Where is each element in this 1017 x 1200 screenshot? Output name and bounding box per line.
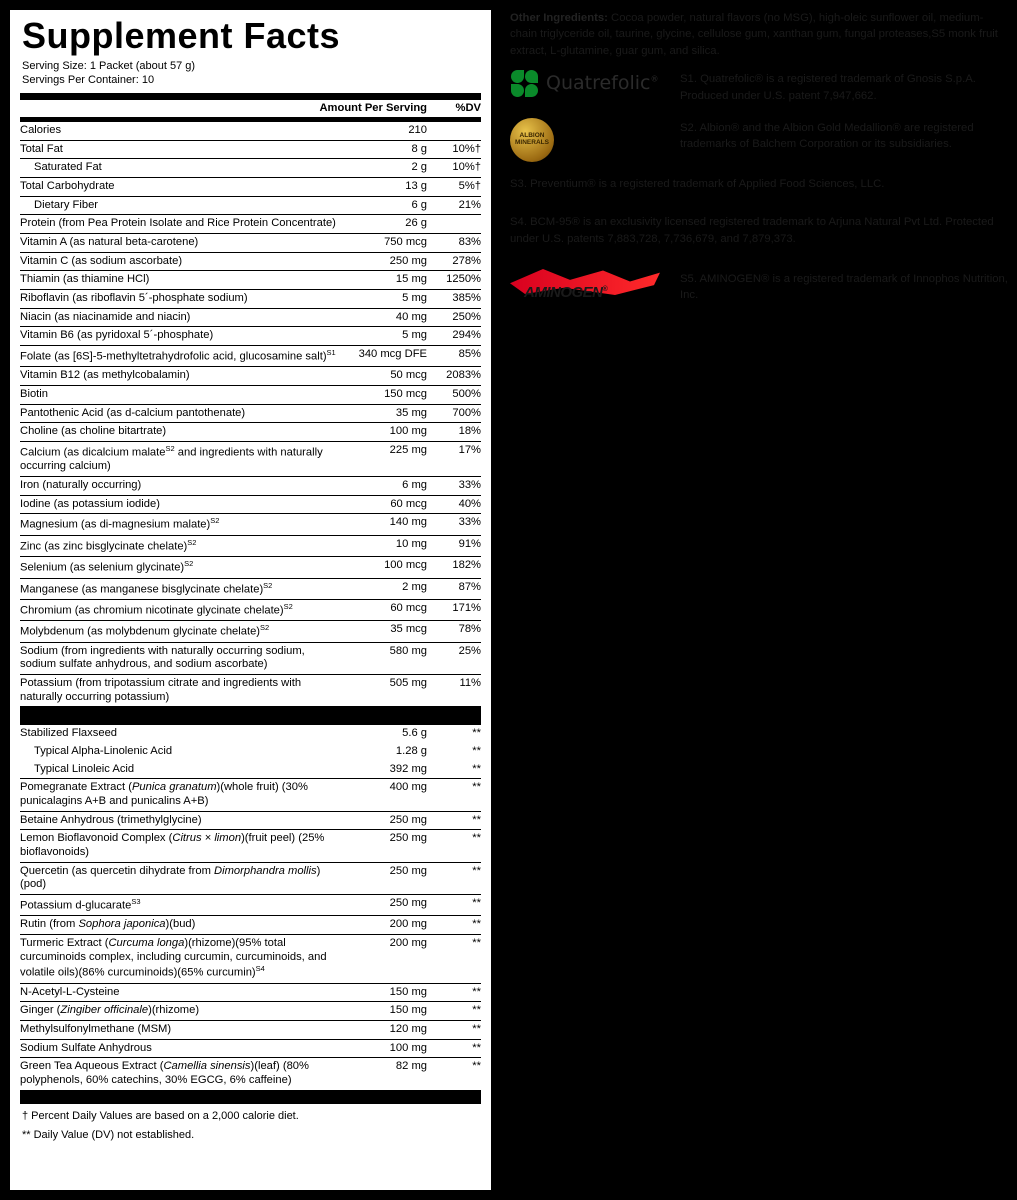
table-row — [20, 290, 481, 309]
nutrient-name: Rutin (from Sophora japonica)(bud) — [20, 916, 349, 935]
table-row — [20, 234, 481, 253]
nutrient-name: Choline (as choline bitartrate) — [20, 423, 349, 442]
nutrient-name: Turmeric Extract (Curcuma longa)(rhizome)(95% total curcuminoids complex, including curcumin, curcuminoids, and volatile oils)(86% curcuminoids)(65% curcumin)$^{S4}$ — [20, 934, 349, 983]
nutrient-dv: ** — [435, 934, 481, 983]
table-row — [20, 367, 481, 386]
trademark-note-aminogen — [510, 269, 1010, 305]
trademark-text-s4: S4. BCM-95® is an exclusivity licensed registered trademark to Arjuna Natural Pvt Ltd. Protected under U.S. patents 7,883,728, 7,736,679, and 7,879,373. — [510, 216, 994, 245]
supplement-facts-panel — [8, 8, 493, 1192]
table-row — [20, 535, 481, 556]
nutrient-amount: 100 mg — [349, 1039, 435, 1058]
nutrient-amount: 225 mg — [349, 442, 435, 477]
nutrient-dv: 83% — [435, 234, 481, 253]
nutrient-dv: ** — [435, 1058, 481, 1090]
nutrient-amount: 210 — [349, 122, 435, 141]
nutrient-amount: 2 mg — [349, 578, 435, 599]
section-divider-band-2 — [20, 1090, 481, 1104]
nutrient-dv: 1250% — [435, 271, 481, 290]
table-row — [20, 327, 481, 346]
footnote-dagger: † Percent Daily Values are based on a 2,000 calorie diet. — [22, 1109, 299, 1122]
nutrient-amount: 580 mg — [349, 642, 435, 674]
nutrient-name: Vitamin C (as sodium ascorbate) — [20, 252, 349, 271]
aminogen-wordmark: AMINOGEN® — [524, 284, 608, 301]
table-row — [20, 934, 481, 983]
table-row — [20, 642, 481, 674]
nutrient-name: Betaine Anhydrous (trimethylglycine) — [20, 811, 349, 830]
nutrient-dv: ** — [435, 811, 481, 830]
nutrient-dv: ** — [435, 894, 481, 915]
table-header-row — [20, 100, 481, 118]
nutrient-dv: 385% — [435, 290, 481, 309]
nutrient-name: Total Fat — [20, 140, 349, 159]
table-row — [20, 122, 481, 141]
nutrient-dv: 171% — [435, 599, 481, 620]
right-column — [510, 10, 1010, 319]
nutrient-name: Typical Alpha-Linolenic Acid — [34, 745, 173, 758]
clover-icon — [510, 69, 540, 99]
nutrient-name: Methylsulfonylmethane (MSM) — [20, 1021, 349, 1040]
table-row — [20, 1021, 481, 1040]
nutrient-amount: 26 g — [349, 215, 435, 234]
nutrient-amount: 15 mg — [349, 271, 435, 290]
nutrient-amount: 5 mg — [349, 327, 435, 346]
table-row — [20, 621, 481, 642]
nutrient-dv: 33% — [435, 477, 481, 496]
quatrefolic-logo — [510, 69, 680, 99]
nutrient-name: Iron (naturally occurring) — [20, 477, 349, 496]
nutrient-amount: 250 mg — [349, 811, 435, 830]
nutrient-dv: 87% — [435, 578, 481, 599]
nutrient-dv: ** — [435, 1002, 481, 1021]
nutrient-name: Zinc (as zinc bisglycinate chelate)$^{S2}$ — [20, 535, 349, 556]
nutrient-name: Vitamin B12 (as methylcobalamin) — [20, 367, 349, 386]
table-row — [20, 599, 481, 620]
nutrient-amount: 1.28 g — [395, 745, 427, 758]
nutrient-dv: 278% — [435, 252, 481, 271]
albion-seal-icon: ALBION MINERALS — [510, 118, 554, 162]
albion-seal-logo — [510, 118, 680, 162]
nutrient-name: Total Carbohydrate — [20, 178, 349, 197]
nutrient-dv: 17% — [435, 442, 481, 477]
nutrient-dv: 5%† — [435, 178, 481, 197]
nutrient-amount: 5.6 g — [349, 725, 435, 743]
nutrient-name: Vitamin A (as natural beta-carotene) — [20, 234, 349, 253]
header-amount: Amount Per Serving — [319, 101, 427, 114]
nutrient-name: Lemon Bioflavonoid Complex (Citrus × limon)(fruit peel) (25% bioflavonoids) — [20, 830, 349, 862]
nutrient-amount: 100 mg — [349, 423, 435, 442]
nutrient-name: Green Tea Aqueous Extract (Camellia sinensis)(leaf) (80% polyphenols, 60% catechins, 30% EGCG, 6% caffeine) — [20, 1058, 349, 1090]
table-row — [20, 495, 481, 514]
nutrient-amount: 392 mg — [389, 762, 427, 775]
nutrient-amount: 250 mg — [349, 894, 435, 915]
table-row — [20, 916, 481, 935]
table-row — [20, 862, 481, 894]
nutrient-name: Pantothenic Acid (as d-calcium pantothenate) — [20, 404, 349, 423]
nutrient-dv: ** — [472, 745, 481, 758]
nutrient-amount: 140 mg — [349, 514, 435, 535]
table-row — [20, 477, 481, 496]
nutrient-name: Stabilized Flaxseed — [20, 725, 349, 743]
nutrient-name: Riboflavin (as riboflavin 5´-phosphate sodium) — [20, 290, 349, 309]
nutrient-amount: 82 mg — [349, 1058, 435, 1090]
nutrient-dv: 10%† — [435, 159, 481, 178]
nutrient-amount: 250 mg — [349, 830, 435, 862]
section-divider-band — [20, 706, 481, 724]
nutrient-dv: 11% — [435, 675, 481, 707]
nutrient-dv: 700% — [435, 404, 481, 423]
table-row — [20, 423, 481, 442]
servings-per-container: Servings Per Container: 10 — [22, 73, 155, 86]
nutrient-amount: 505 mg — [349, 675, 435, 707]
table-row — [20, 983, 481, 1002]
nutrient-amount: 120 mg — [349, 1021, 435, 1040]
nutrient-name: Sodium Sulfate Anhydrous — [20, 1039, 349, 1058]
nutrient-amount: 750 mcg — [349, 234, 435, 253]
nutrient-dv: 25% — [435, 642, 481, 674]
nutrient-name: Manganese (as manganese bisglycinate chelate)$^{S2}$ — [20, 578, 349, 599]
trademark-text-s3: S3. Preventium® is a registered trademark of Applied Food Sciences, LLC. — [510, 177, 885, 190]
trademark-text-s5: S5. AMINOGEN® is a registered trademark of Innophos Nutrition, Inc. — [680, 273, 1008, 302]
nutrient-amount: 35 mg — [349, 404, 435, 423]
table-row — [20, 1058, 481, 1090]
page-title: Supplement Facts — [22, 15, 341, 56]
nutrient-name: Molybdenum (as molybdenum glycinate chelate)$^{S2}$ — [20, 621, 349, 642]
nutrient-dv: ** — [435, 1039, 481, 1058]
nutrient-dv: 85% — [435, 346, 481, 367]
nutrient-dv: 250% — [435, 308, 481, 327]
nutrient-dv: 182% — [435, 557, 481, 578]
nutrient-amount: 6 mg — [349, 477, 435, 496]
table-row — [20, 894, 481, 915]
table-row — [20, 578, 481, 599]
table-row — [20, 811, 481, 830]
footnote-stars: ** Daily Value (DV) not established. — [22, 1128, 195, 1141]
nutrient-name: Niacin (as niacinamide and niacin) — [20, 308, 349, 327]
nutrient-name: Vitamin B6 (as pyridoxal 5´-phosphate) — [20, 327, 349, 346]
table-row — [20, 386, 481, 405]
trademark-note-quatrefolic — [510, 69, 1010, 104]
serving-size: Serving Size: 1 Packet (about 57 g) — [22, 60, 196, 72]
nutrient-amount: 250 mg — [349, 862, 435, 894]
table-row — [20, 215, 481, 234]
nutrition-rows-blend — [20, 724, 481, 1089]
nutrient-dv: 2083% — [435, 367, 481, 386]
other-ingredients-label: Other Ingredients: — [510, 12, 608, 24]
nutrient-amount: 200 mg — [349, 934, 435, 983]
nutrient-name: Calories — [20, 122, 349, 141]
table-row — [20, 271, 481, 290]
other-ingredients — [510, 10, 1010, 59]
nutrient-dv: ** — [435, 830, 481, 862]
table-row — [20, 557, 481, 578]
nutrient-amount: 50 mcg — [349, 367, 435, 386]
nutrient-dv: 33% — [435, 514, 481, 535]
table-row — [20, 252, 481, 271]
nutrient-name: Saturated Fat — [20, 159, 349, 178]
nutrient-dv: 18% — [435, 423, 481, 442]
table-row — [20, 1002, 481, 1021]
nutrient-name: Chromium (as chromium nicotinate glycinate chelate)$^{S2}$ — [20, 599, 349, 620]
nutrient-amount: 150 mcg — [349, 386, 435, 405]
nutrient-amount: 150 mg — [349, 983, 435, 1002]
nutrient-name: Iodine (as potassium iodide) — [20, 495, 349, 514]
nutrient-amount: 250 mg — [349, 252, 435, 271]
nutrient-name: Dietary Fiber — [20, 196, 349, 215]
nutrient-name: Selenium (as selenium glycinate)$^{S2}$ — [20, 557, 349, 578]
nutrient-amount: 5 mg — [349, 290, 435, 309]
trademark-note-albion — [510, 118, 1010, 162]
table-row — [20, 404, 481, 423]
nutrient-name: Thiamin (as thiamine HCl) — [20, 271, 349, 290]
table-row — [20, 779, 481, 811]
nutrient-name: Typical Linoleic Acid — [34, 762, 135, 775]
nutrient-dv: 21% — [435, 196, 481, 215]
nutrient-name: Sodium (from ingredients with naturally occurring sodium, sodium sulfate anhydrous, and sodium ascorbate) — [20, 642, 349, 674]
nutrient-name: Biotin — [20, 386, 349, 405]
aminogen-logo — [510, 269, 680, 305]
nutrient-name: Calcium (as dicalcium malate$^{S2}$ and ingredients with naturally occurring calcium) — [20, 442, 349, 477]
table-row — [20, 159, 481, 178]
table-row — [20, 830, 481, 862]
nutrient-dv: ** — [435, 779, 481, 811]
nutrient-dv: ** — [472, 762, 481, 775]
table-row — [20, 761, 481, 779]
nutrient-dv: ** — [435, 725, 481, 743]
nutrient-dv: 294% — [435, 327, 481, 346]
nutrient-amount: 100 mcg — [349, 557, 435, 578]
nutrient-name: Folate (as [6S]-5-methyltetrahydrofolic acid, glucosamine salt)$^{S1}$ — [20, 346, 349, 367]
nutrient-dv: 78% — [435, 621, 481, 642]
table-row — [20, 675, 481, 707]
nutrient-dv: ** — [435, 983, 481, 1002]
nutrient-dv: ** — [435, 862, 481, 894]
table-row — [20, 514, 481, 535]
divider-thick — [20, 93, 481, 100]
nutrient-name: Ginger (Zingiber officinale)(rhizome) — [20, 1002, 349, 1021]
table-row — [20, 140, 481, 159]
nutrient-dv: 40% — [435, 495, 481, 514]
header-dv: %DV — [455, 101, 481, 114]
nutrient-dv — [435, 122, 481, 141]
nutrient-amount: 150 mg — [349, 1002, 435, 1021]
table-row — [20, 196, 481, 215]
nutrient-name: Potassium (from tripotassium citrate and ingredients with naturally occurring potassium) — [20, 675, 349, 707]
table-row — [20, 178, 481, 197]
nutrient-amount: 60 mcg — [349, 599, 435, 620]
nutrient-name: Pomegranate Extract (Punica granatum)(whole fruit) (30% punicalagins A+B and punicalins A+B) — [20, 779, 349, 811]
nutrient-dv: 10%† — [435, 140, 481, 159]
nutrient-amount: 10 mg — [349, 535, 435, 556]
nutrient-amount: 60 mcg — [349, 495, 435, 514]
nutrient-dv — [435, 215, 481, 234]
nutrient-name: Potassium d-glucarate$^{S3}$ — [20, 894, 349, 915]
nutrient-dv: ** — [435, 1021, 481, 1040]
nutrient-amount: 8 g — [349, 140, 435, 159]
other-ingredients-text: Cocoa powder, natural flavors (no MSG), high-oleic sunflower oil, medium-chain triglyceride oil, taurine, glycine, cellulose gum, xanthan gum, fungal proteases,S5 monk fruit extract, L-glutamine, guar gum, and silica. — [510, 12, 998, 57]
nutrient-name: Protein (from Pea Protein Isolate and Rice Protein Concentrate) — [20, 215, 349, 234]
nutrient-amount: 35 mcg — [349, 621, 435, 642]
table-row — [20, 1039, 481, 1058]
table-row — [20, 308, 481, 327]
table-row — [20, 346, 481, 367]
table-row — [20, 725, 481, 743]
nutrition-table-main — [20, 100, 481, 118]
nutrient-dv: ** — [435, 916, 481, 935]
nutrient-amount: 2 g — [349, 159, 435, 178]
nutrient-name: Magnesium (as di-magnesium malate)$^{S2}$ — [20, 514, 349, 535]
nutrient-amount: 200 mg — [349, 916, 435, 935]
table-row — [20, 442, 481, 477]
quatrefolic-wordmark: Quatrefolic® — [546, 72, 659, 95]
trademark-text-s2: S2. Albion® and the Albion Gold Medallion® are registered trademarks of Balchem Corporation or its subsidiaries. — [680, 121, 974, 151]
table-row — [20, 743, 481, 761]
nutrition-rows-main — [20, 121, 481, 706]
nutrient-amount: 13 g — [349, 178, 435, 197]
nutrient-name: Quercetin (as quercetin dihydrate from Dimorphandra mollis)(pod) — [20, 862, 349, 894]
nutrient-amount: 400 mg — [349, 779, 435, 811]
nutrient-amount: 6 g — [349, 196, 435, 215]
trademark-text-s1: S1. Quatrefolic® is a registered trademark of Gnosis S.p.A. Produced under U.S. patent 7,947,662. — [680, 73, 976, 102]
nutrient-amount: 340 mcg DFE — [349, 346, 435, 367]
nutrient-dv: 500% — [435, 386, 481, 405]
nutrient-name: N-Acetyl-L-Cysteine — [20, 983, 349, 1002]
nutrient-amount: 40 mg — [349, 308, 435, 327]
nutrient-dv: 91% — [435, 535, 481, 556]
